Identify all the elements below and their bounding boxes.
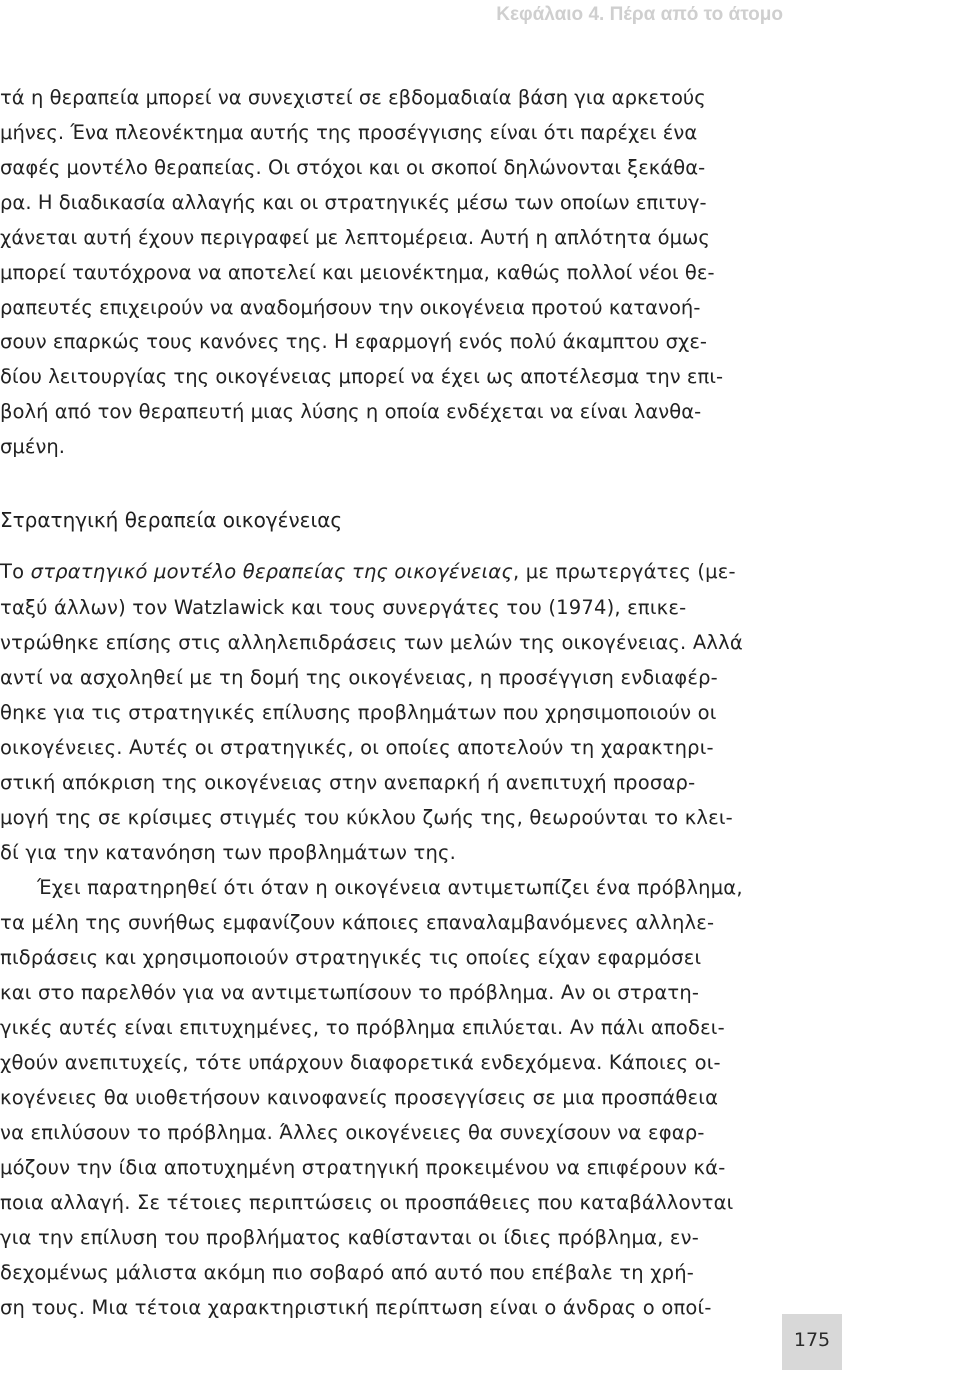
text-line: μήνες. Ένα πλεονέκτημα αυτής της προσέγγισης είναι ότι παρέχει ένα xyxy=(0,121,698,144)
text-line: χάνεται αυτή έχουν περιγραφεί με λεπτομέρεια. Αυτή η απλότητα όμως xyxy=(0,226,710,249)
text-line: ρα. Η διαδικασία αλλαγής και οι στρατηγικές μέσω των οποίων επιτυγ- xyxy=(0,191,707,214)
text-line: θηκε για τις στρατηγικές επίλυσης προβλημάτων που χρησιμοποιούν οι xyxy=(0,701,717,724)
running-header: Κεφάλαιο 4. Πέρα από το άτομο xyxy=(496,4,783,25)
page-number: 175 xyxy=(793,1329,831,1351)
text-line: μπορεί ταυτόχρονα να αποτελεί και μειονέκτημα, καθώς πολλοί νέοι θε- xyxy=(0,261,715,284)
text-line: ντρώθηκε επίσης στις αλληλεπιδράσεις των μελών της οικογένειας. Αλλά xyxy=(0,631,743,654)
text-line: δί για την κατανόηση των προβλημάτων της. xyxy=(0,841,457,864)
section-heading: Στρατηγική θεραπεία οικογένειας xyxy=(0,508,343,532)
text-line: κογένειες θα υιοθετήσουν καινοφανείς προσεγγίσεις σε μια προσπάθεια xyxy=(0,1086,719,1109)
text-line: τα μέλη της συνήθως εμφανίζουν κάποιες επαναλαμβανόμενες αλληλε- xyxy=(0,911,715,934)
text-line: Έχει παρατηρηθεί ότι όταν η οικογένεια αντιμετωπίζει ένα πρόβλημα, xyxy=(37,876,743,899)
italic-term: στρατηγικό μοντέλο θεραπείας της οικογένειας xyxy=(30,560,513,583)
text-line: και στο παρελθόν για να αντιμετωπίσουν το πρόβλημα. Αν οι στρατη- xyxy=(0,981,700,1004)
text-line: πιδράσεις και χρησιμοποιούν στρατηγικές τις οποίες είχαν εφαρμόσει xyxy=(0,946,702,969)
text-line: μογή της σε κρίσιμες στιγμές του κύκλου ζωής της, θεωρούνται το κλει- xyxy=(0,806,733,829)
text-line: δίου λειτουργίας της οικογένειας μπορεί να έχει ως αποτέλεσμα την επι- xyxy=(0,365,724,388)
text-line xyxy=(0,560,736,583)
text-line: στική απόκριση της οικογένειας στην ανεπαρκή ή ανεπιτυχή προσαρ- xyxy=(0,771,696,794)
text-run: Το xyxy=(0,560,31,583)
text-line: δεχομένως μάλιστα ακόμη πιο σοβαρό από αυτό που επέβαλε τη χρή- xyxy=(0,1261,695,1284)
text-line: ραπευτές επιχειρούν να αναδομήσουν την οικογένεια προτού κατανοή- xyxy=(0,296,701,319)
text-line: βολή από τον θεραπευτή μιας λύσης η οποία ενδέχεται να είναι λανθα- xyxy=(0,400,702,423)
text-line: σουν επαρκώς τους κανόνες της. Η εφαρμογή ενός πολύ άκαμπτου σχε- xyxy=(0,330,708,353)
text-line: να επιλύσουν το πρόβλημα. Άλλες οικογένειες θα συνεχίσουν να εφαρ- xyxy=(0,1121,705,1144)
text-line: ταξύ άλλων) τον Watzlawick και τους συνεργάτες του (1974), επικε- xyxy=(0,596,687,619)
text-line: ποια αλλαγή. Σε τέτοιες περιπτώσεις οι προσπάθειες που καταβάλλονται xyxy=(0,1191,734,1214)
text-line: ση τους. Μια τέτοια χαρακτηριστική περίπτωση είναι ο άνδρας ο οποί- xyxy=(0,1296,712,1319)
text-line: για την επίλυση του προβλήματος καθίστανται οι ίδιες πρόβλημα, εν- xyxy=(0,1226,699,1249)
text-line: μόζουν την ίδια αποτυχημένη στρατηγική προκειμένου να επιφέρουν κά- xyxy=(0,1156,726,1179)
text-line: γικές αυτές είναι επιτυχημένες, το πρόβλημα επιλύεται. Αν πάλι αποδει- xyxy=(0,1016,725,1039)
text-run: , με πρωτεργάτες (με- xyxy=(513,560,736,583)
text-line: οικογένειες. Αυτές οι στρατηγικές, οι οποίες αποτελούν τη χαρακτηρι- xyxy=(0,736,714,759)
text-line: σμένη. xyxy=(0,435,66,458)
text-line: αντί να ασχοληθεί με τη δομή της οικογένειας, η προσέγγιση ενδιαφέρ- xyxy=(0,666,718,689)
page-number-box xyxy=(782,1314,842,1370)
text-line: χθούν ανεπιτυχείς, τότε υπάρχουν διαφορετικά ενδεχόμενα. Κάποιες οι- xyxy=(0,1051,721,1074)
text-line: σαφές μοντέλο θεραπείας. Οι στόχοι και οι σκοποί δηλώνονται ξεκάθα- xyxy=(0,156,706,179)
text-line: τά η θεραπεία μπορεί να συνεχιστεί σε εβδομαδιαία βάση για αρκετούς xyxy=(0,86,706,109)
